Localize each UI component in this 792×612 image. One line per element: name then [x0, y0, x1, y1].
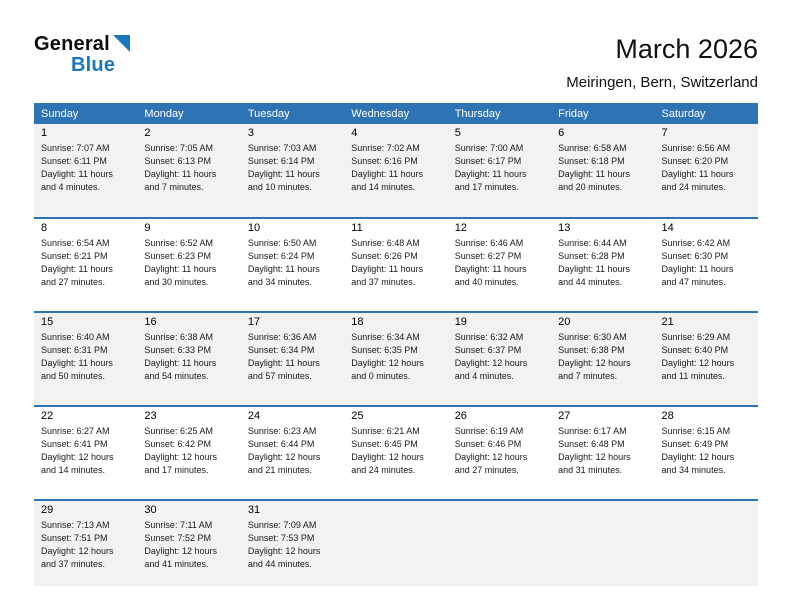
daylight-text: Daylight: 12 hours and 11 minutes.	[661, 358, 735, 382]
day-number: 20	[558, 316, 571, 329]
sunrise-text: Sunrise: 6:23 AM	[247, 426, 317, 437]
day-cell	[448, 406, 551, 500]
day-number: 16	[144, 316, 157, 329]
day-cell	[655, 312, 758, 406]
sunset-text: Sunset: 7:53 PM	[247, 533, 315, 544]
sunrise-text: Sunrise: 6:42 AM	[661, 238, 731, 249]
sunset-text: Sunset: 6:13 PM	[144, 156, 211, 167]
weekday-header: Tuesday	[241, 103, 344, 124]
daylight-text: Daylight: 12 hours and 4 minutes.	[454, 358, 528, 382]
page-header	[34, 34, 758, 91]
sunset-text: Sunset: 6:16 PM	[351, 156, 418, 167]
sunset-text: Sunset: 6:34 PM	[247, 345, 315, 356]
daylight-text: Daylight: 12 hours and 41 minutes.	[144, 546, 217, 570]
daylight-text: Daylight: 12 hours and 34 minutes.	[661, 452, 735, 476]
day-cell	[137, 500, 240, 586]
sunset-text: Sunset: 6:17 PM	[454, 156, 522, 167]
week-row	[34, 124, 758, 218]
day-number: 14	[661, 222, 674, 235]
sunset-text: Sunset: 6:20 PM	[661, 156, 729, 167]
sunrise-text: Sunrise: 6:36 AM	[247, 332, 317, 343]
day-number: 8	[41, 222, 48, 235]
logo-general-text: General	[34, 33, 110, 55]
sunset-text: Sunset: 6:24 PM	[247, 251, 315, 262]
sunrise-text: Sunrise: 6:29 AM	[661, 332, 731, 343]
day-cell	[448, 218, 551, 312]
sunrise-text: Sunrise: 7:02 AM	[351, 143, 420, 154]
day-cell	[137, 124, 240, 218]
empty-cell	[655, 500, 758, 586]
sunset-text: Sunset: 6:38 PM	[558, 345, 625, 356]
day-number: 13	[558, 222, 571, 235]
sunrise-text: Sunrise: 7:09 AM	[247, 520, 317, 531]
day-cell	[34, 500, 137, 586]
day-cell	[241, 124, 344, 218]
day-number: 2	[144, 127, 151, 140]
day-cell	[344, 218, 447, 312]
day-cell	[34, 124, 137, 218]
calendar-table	[34, 103, 758, 586]
sunset-text: Sunset: 6:21 PM	[41, 251, 108, 262]
sunset-text: Sunset: 6:49 PM	[661, 439, 729, 450]
sunrise-text: Sunrise: 7:05 AM	[144, 143, 213, 154]
sunrise-text: Sunrise: 6:54 AM	[41, 238, 110, 249]
day-cell	[551, 406, 654, 500]
sunrise-text: Sunrise: 7:11 AM	[144, 520, 213, 531]
empty-cell	[344, 500, 447, 586]
sunrise-text: Sunrise: 6:46 AM	[454, 238, 524, 249]
day-cell	[344, 124, 447, 218]
day-cell	[448, 312, 551, 406]
empty-cell	[448, 500, 551, 586]
weekday-header: Sunday	[34, 103, 137, 124]
day-number: 7	[661, 127, 668, 140]
day-number: 29	[41, 504, 54, 517]
day-number: 31	[247, 504, 261, 517]
sunset-text: Sunset: 6:44 PM	[247, 439, 315, 450]
title-block	[566, 34, 758, 91]
sunset-text: Sunset: 6:30 PM	[661, 251, 729, 262]
calendar-head	[34, 103, 758, 124]
day-number: 11	[351, 222, 363, 235]
weekday-header-row	[34, 103, 758, 124]
sunrise-text: Sunrise: 6:32 AM	[454, 332, 524, 343]
daylight-text: Daylight: 11 hours and 47 minutes.	[661, 264, 734, 288]
weekday-header: Monday	[137, 103, 240, 124]
logo-word-general	[34, 34, 130, 54]
sunrise-text: Sunrise: 6:48 AM	[351, 238, 420, 249]
sunrise-text: Sunrise: 6:27 AM	[41, 426, 110, 437]
sunset-text: Sunset: 6:48 PM	[558, 439, 625, 450]
sunrise-text: Sunrise: 7:07 AM	[41, 143, 110, 154]
sunrise-text: Sunrise: 6:50 AM	[247, 238, 317, 249]
sunset-text: Sunset: 6:33 PM	[144, 345, 211, 356]
sunrise-text: Sunrise: 6:58 AM	[558, 143, 627, 154]
sunrise-text: Sunrise: 6:44 AM	[558, 238, 627, 249]
sunset-text: Sunset: 6:28 PM	[558, 251, 625, 262]
sunrise-text: Sunrise: 6:25 AM	[144, 426, 213, 437]
day-number: 30	[144, 504, 157, 517]
daylight-text: Daylight: 11 hours and 4 minutes.	[41, 169, 113, 193]
daylight-text: Daylight: 11 hours and 44 minutes.	[558, 264, 630, 288]
daylight-text: Daylight: 11 hours and 20 minutes.	[558, 169, 630, 193]
day-number: 26	[454, 410, 467, 423]
day-cell	[448, 124, 551, 218]
sunset-text: Sunset: 7:51 PM	[41, 533, 108, 544]
day-number: 24	[247, 410, 261, 423]
daylight-text: Daylight: 11 hours and 14 minutes.	[351, 169, 424, 193]
logo-blue-text: Blue	[71, 54, 116, 76]
daylight-text: Daylight: 11 hours and 10 minutes.	[247, 169, 320, 193]
day-cell	[34, 312, 137, 406]
day-cell	[241, 406, 344, 500]
day-number: 23	[144, 410, 157, 423]
day-number: 21	[661, 316, 674, 329]
day-cell	[551, 312, 654, 406]
daylight-text: Daylight: 11 hours and 57 minutes.	[247, 358, 320, 382]
day-number: 10	[247, 222, 261, 235]
sunset-text: Sunset: 6:26 PM	[351, 251, 418, 262]
daylight-text: Daylight: 12 hours and 0 minutes.	[351, 358, 424, 382]
weekday-header: Friday	[551, 103, 654, 124]
day-number: 5	[454, 127, 461, 140]
day-number: 9	[144, 222, 151, 235]
day-number: 27	[558, 410, 571, 423]
day-number: 18	[351, 316, 364, 329]
daylight-text: Daylight: 11 hours and 27 minutes.	[41, 264, 113, 288]
day-cell	[241, 500, 344, 586]
daylight-text: Daylight: 11 hours and 40 minutes.	[454, 264, 527, 288]
day-number: 15	[41, 316, 54, 329]
day-cell	[137, 312, 240, 406]
day-cell	[34, 406, 137, 500]
sunrise-text: Sunrise: 7:03 AM	[247, 143, 317, 154]
day-cell	[137, 406, 240, 500]
day-number: 6	[558, 127, 565, 140]
sunset-text: Sunset: 6:46 PM	[454, 439, 522, 450]
sunset-text: Sunset: 6:23 PM	[144, 251, 211, 262]
daylight-text: Daylight: 11 hours and 50 minutes.	[41, 358, 113, 382]
day-cell	[344, 406, 447, 500]
day-cell	[655, 218, 758, 312]
day-number: 22	[41, 410, 54, 423]
day-cell	[655, 124, 758, 218]
sunset-text: Sunset: 6:45 PM	[351, 439, 418, 450]
daylight-text: Daylight: 11 hours and 17 minutes.	[454, 169, 527, 193]
sunset-text: Sunset: 6:41 PM	[41, 439, 108, 450]
sunset-text: Sunset: 6:27 PM	[454, 251, 522, 262]
calendar-body	[34, 124, 758, 586]
sunset-text: Sunset: 6:18 PM	[558, 156, 625, 167]
daylight-text: Daylight: 11 hours and 54 minutes.	[144, 358, 217, 382]
day-number: 19	[454, 316, 467, 329]
sunrise-text: Sunrise: 6:52 AM	[144, 238, 213, 249]
day-number: 3	[247, 127, 254, 140]
daylight-text: Daylight: 11 hours and 37 minutes.	[351, 264, 424, 288]
sunrise-text: Sunrise: 6:56 AM	[661, 143, 731, 154]
day-number: 12	[454, 222, 467, 235]
day-cell	[34, 218, 137, 312]
day-number: 17	[247, 316, 261, 329]
sunrise-text: Sunrise: 6:19 AM	[454, 426, 524, 437]
daylight-text: Daylight: 12 hours and 37 minutes.	[41, 546, 114, 570]
sunset-text: Sunset: 6:42 PM	[144, 439, 211, 450]
day-cell	[551, 124, 654, 218]
sunset-text: Sunset: 6:31 PM	[41, 345, 108, 356]
week-row	[34, 218, 758, 312]
sunrise-text: Sunrise: 7:00 AM	[454, 143, 524, 154]
sunrise-text: Sunrise: 6:15 AM	[661, 426, 731, 437]
day-number: 25	[351, 410, 364, 423]
week-row	[34, 312, 758, 406]
logo-triangle-icon	[113, 35, 130, 52]
weekday-header: Saturday	[655, 103, 758, 124]
daylight-text: Daylight: 12 hours and 7 minutes.	[558, 358, 631, 382]
sunset-text: Sunset: 6:37 PM	[454, 345, 522, 356]
daylight-text: Daylight: 12 hours and 27 minutes.	[454, 452, 528, 476]
day-cell	[655, 406, 758, 500]
empty-cell	[551, 500, 654, 586]
weekday-header: Thursday	[448, 103, 551, 124]
sunrise-text: Sunrise: 6:17 AM	[558, 426, 627, 437]
day-cell	[137, 218, 240, 312]
sunrise-text: Sunrise: 6:40 AM	[41, 332, 110, 343]
sunset-text: Sunset: 6:35 PM	[351, 345, 418, 356]
sunrise-text: Sunrise: 7:13 AM	[41, 520, 110, 531]
sunrise-text: Sunrise: 6:30 AM	[558, 332, 627, 343]
daylight-text: Daylight: 11 hours and 30 minutes.	[144, 264, 217, 288]
daylight-text: Daylight: 12 hours and 21 minutes.	[247, 452, 321, 476]
day-cell	[344, 312, 447, 406]
daylight-text: Daylight: 12 hours and 14 minutes.	[41, 452, 114, 476]
location-subtitle: Meiringen, Bern, Switzerland	[566, 74, 758, 92]
daylight-text: Daylight: 12 hours and 44 minutes.	[247, 546, 321, 570]
day-number: 4	[351, 127, 358, 140]
day-number: 28	[661, 410, 674, 423]
month-title: March 2026	[615, 34, 758, 64]
daylight-text: Daylight: 12 hours and 17 minutes.	[144, 452, 217, 476]
day-cell	[241, 312, 344, 406]
daylight-text: Daylight: 11 hours and 24 minutes.	[661, 169, 734, 193]
week-row	[34, 406, 758, 500]
day-cell	[241, 218, 344, 312]
weekday-header: Wednesday	[344, 103, 447, 124]
day-number: 1	[41, 127, 48, 140]
daylight-text: Daylight: 12 hours and 31 minutes.	[558, 452, 631, 476]
week-row	[34, 500, 758, 586]
sunset-text: Sunset: 6:11 PM	[41, 156, 107, 167]
sunrise-text: Sunrise: 6:38 AM	[144, 332, 213, 343]
sunset-text: Sunset: 6:14 PM	[247, 156, 315, 167]
sunset-text: Sunset: 7:52 PM	[144, 533, 211, 544]
daylight-text: Daylight: 11 hours and 34 minutes.	[247, 264, 320, 288]
daylight-text: Daylight: 11 hours and 7 minutes.	[144, 169, 217, 193]
sunrise-text: Sunrise: 6:34 AM	[351, 332, 420, 343]
day-cell	[551, 218, 654, 312]
general-blue-logo	[34, 34, 130, 75]
daylight-text: Daylight: 12 hours and 24 minutes.	[351, 452, 424, 476]
sunrise-text: Sunrise: 6:21 AM	[351, 426, 420, 437]
sunset-text: Sunset: 6:40 PM	[661, 345, 729, 356]
